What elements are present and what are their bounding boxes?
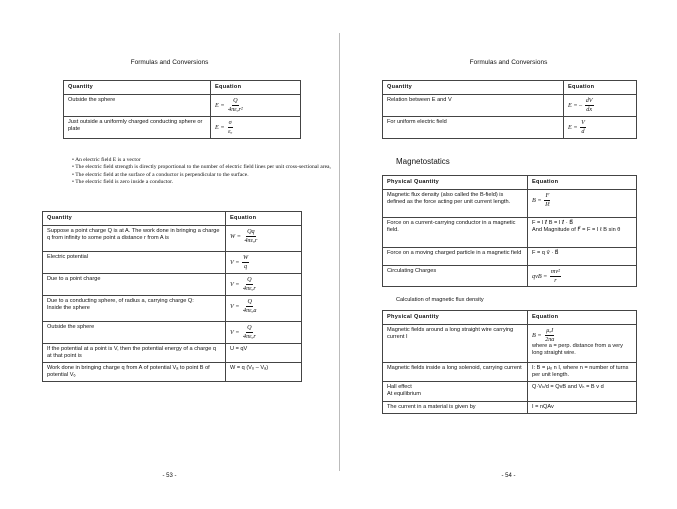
table-row	[43, 343, 302, 362]
equation-cell: W = $\frac{Qq}{\text{4πεₒr}}$	[226, 225, 302, 251]
quantity-cell: For uniform electric field	[383, 116, 564, 138]
equation-cell: E = $\frac{\sigma}{\text{εₒ}}$	[211, 116, 301, 138]
table-row	[383, 324, 637, 362]
caption-magnetic-flux: Calculation of magnetic flux density	[396, 297, 484, 303]
table-row	[383, 362, 637, 381]
page-number: - 53 -	[162, 473, 177, 479]
quantity-cell: Outside the sphere	[64, 94, 211, 116]
table-row	[43, 295, 302, 321]
table-e-v-relation	[382, 80, 637, 139]
equation-cell: I: B = μₒ n I, where n = number of turns per unit length.	[528, 362, 637, 381]
column-header-quantity: Quantity	[43, 212, 226, 226]
table-row	[383, 189, 637, 217]
equation-cell: qvB = $\frac{\text{mv²}}{r}$	[528, 265, 637, 287]
table-row	[64, 94, 301, 116]
column-header-equation: Equation	[211, 81, 301, 95]
equation-cell: V = $\frac{Q}{\text{4πεₒr}}$	[226, 273, 302, 295]
quantity-cell: Suppose a point charge Q is at A. The work done in bringing a charge q from infinity to some point a distance r from A is	[43, 225, 226, 251]
quantity-cell: Just outside a uniformly charged conducting sphere or plate	[64, 116, 211, 138]
equation-cell: F = I ℓ⃗ B = I ℓ⃗ · B⃗ And Magnitude of F⃗ = F = I ℓ B sin θ	[528, 217, 637, 247]
table-row	[43, 321, 302, 343]
table-row	[383, 247, 637, 265]
table-row	[383, 217, 637, 247]
page-right	[340, 33, 677, 479]
equation-cell: V = $\frac{W}{q}$	[226, 251, 302, 273]
table-row	[64, 116, 301, 138]
equation-cell: I = nQAv	[528, 401, 637, 413]
column-header-equation: Equation	[226, 212, 302, 226]
column-header-equation: Equation	[564, 81, 637, 95]
page-left	[0, 33, 340, 479]
quantity-cell: Circulating Charges	[383, 265, 528, 287]
equation-cell: E = – $\frac{dV}{dx}$	[564, 94, 637, 116]
table-row	[43, 273, 302, 295]
section-title-magnetostatics: Magnetostatics	[396, 157, 450, 166]
quantity-cell: Outside the sphere	[43, 321, 226, 343]
table-row	[383, 381, 637, 401]
equation-cell: V = $\frac{Q}{\text{4πεₒr}}$	[226, 321, 302, 343]
quantity-cell: Force on a current-carrying conductor in a magnetic field.	[383, 217, 528, 247]
quantity-cell: Hall effect At equilibrium	[383, 381, 528, 401]
table-magnetic-flux-density	[382, 310, 637, 414]
list-item: • The electric field strength is directly proportional to the number of electric field lines per unit cross-sectional area,	[72, 164, 331, 171]
equation-cell: V = $\frac{Q}{\text{4πεₒa}}$	[226, 295, 302, 321]
list-item: • The electric field is zero inside a conductor.	[72, 178, 174, 185]
quantity-cell: Magnetic fields inside a long solenoid, carrying current	[383, 362, 528, 381]
equation-cell: Q·Vₕ/d = QvB and Vₕ = B v d	[528, 381, 637, 401]
equation-cell: U = qV	[226, 343, 302, 362]
quantity-cell: The current in a material is given by	[383, 401, 528, 413]
quantity-cell: Force on a moving charged particle in a magnetic field	[383, 247, 528, 265]
equation-cell: B = $\frac{F}{\text{Iℓ}}$	[528, 189, 637, 217]
column-header-quantity: Physical Quantity	[383, 176, 528, 190]
page-number: - 54 -	[501, 473, 516, 479]
equation-cell: W = q (V₆ – Vₐ)	[226, 362, 302, 381]
equation-cell: E = $\frac{V}{d}$	[564, 116, 637, 138]
table-row	[383, 116, 637, 138]
quantity-cell: Magnetic fields around a long straight wire carrying current I	[383, 324, 528, 362]
table-row	[383, 94, 637, 116]
top-margin	[0, 0, 677, 33]
equation-cell: B = $\frac{\text{μₒI}}{2\pi a}$ where a = perp. distance from a very long straight wire.	[528, 324, 637, 362]
page-header: Formulas and Conversions	[469, 59, 548, 66]
column-header-quantity: Physical Quantity	[383, 311, 528, 325]
table-magnetostatics	[382, 175, 637, 287]
table-electric-field	[63, 80, 301, 139]
table-electric-potential	[42, 211, 302, 382]
quantity-cell: Electric potential	[43, 251, 226, 273]
quantity-cell: Relation between E and V	[383, 94, 564, 116]
table-row	[383, 265, 637, 287]
quantity-cell: Magnetic flux density (also called the B-field) is defined as the force acting per unit current length.	[383, 189, 528, 217]
equation-cell: E = $\frac{Q}{\text{4πεₒr²}}$	[211, 94, 301, 116]
quantity-cell: Work done in bringing charge q from A of potential Vₐ to point B of potential V₆	[43, 362, 226, 381]
table-row	[43, 362, 302, 381]
column-header-equation: Equation	[528, 311, 637, 325]
table-row	[43, 225, 302, 251]
table-row	[43, 251, 302, 273]
column-header-equation: Equation	[528, 176, 637, 190]
bullet-list	[72, 157, 334, 186]
quantity-cell: Due to a point charge	[43, 273, 226, 295]
equation-cell: F = q v⃗ · B⃗	[528, 247, 637, 265]
column-header-quantity: Quantity	[383, 81, 564, 95]
list-item: • An electric field E is a vector	[72, 157, 141, 163]
list-item: • The electric field at the surface of a conductor is perpendicular to the surface.	[72, 171, 249, 178]
column-header-quantity: Quantity	[64, 81, 211, 95]
table-row	[383, 401, 637, 413]
page-header: Formulas and Conversions	[130, 59, 209, 66]
quantity-cell: If the potential at a point is V, then the potential energy of a charge q at that point is	[43, 343, 226, 362]
quantity-cell: Due to a conducting sphere, of radius a, carrying charge Q: Inside the sphere	[43, 295, 226, 321]
